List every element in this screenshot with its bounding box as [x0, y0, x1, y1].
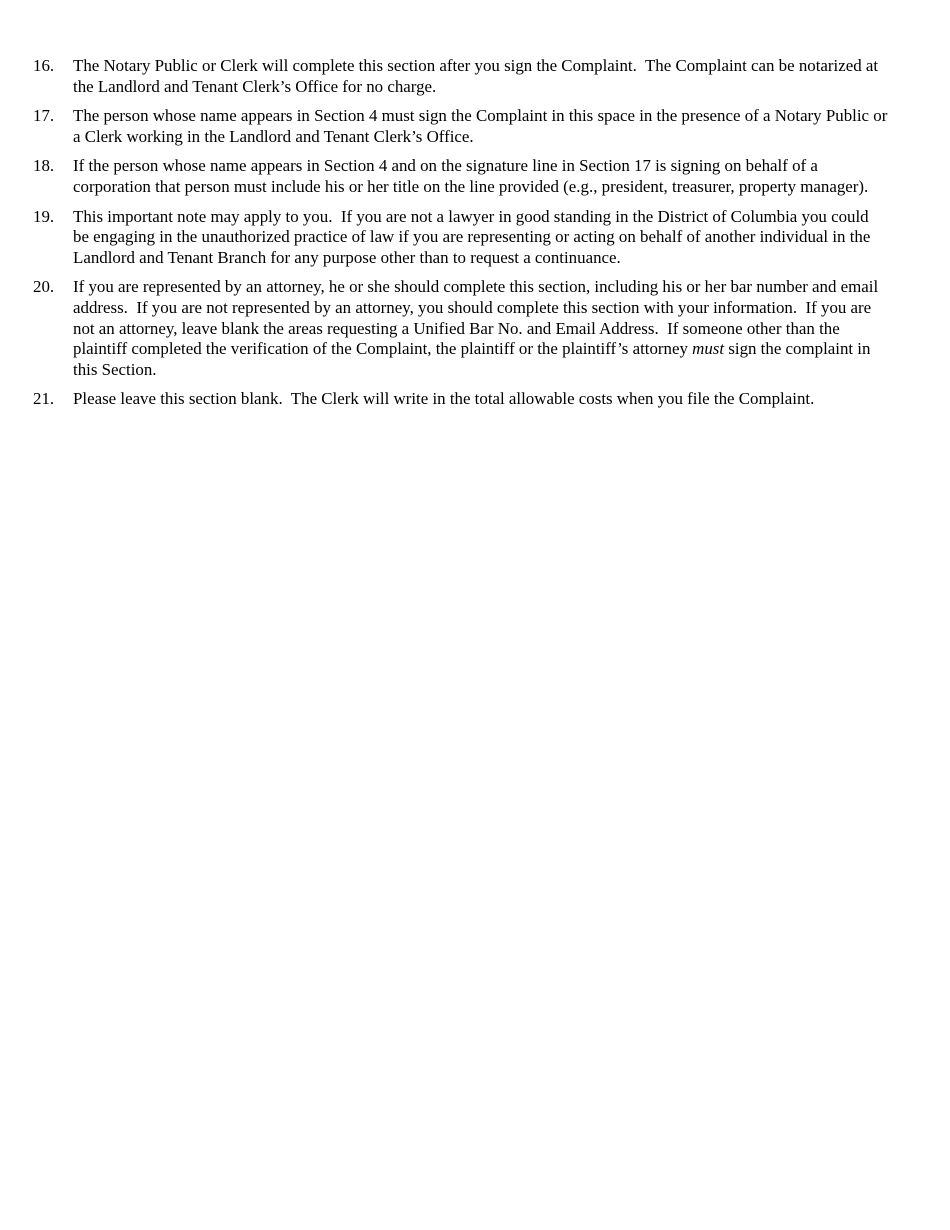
item-number: 18. [33, 156, 55, 176]
list-item [33, 277, 888, 380]
instruction-list [33, 56, 892, 419]
item-number: 17. [33, 106, 55, 126]
item-text-part: If you are represented by an attorney, he or she should complete this section, including his or her bar number and email address. If you are not represented by an attorney, you should complete this section with your information. If you are not an attorney, leave blank the areas requesting a Unified Bar No. and Email Address. If someone other than the plaintiff completed the verification of the Complaint, the plaintiff or the plaintiff’s attorney [73, 277, 883, 359]
item-number: 20. [33, 277, 55, 297]
item-text: The Notary Public or Clerk will complete this section after you sign the Complaint. The Complaint can be notarized at the Landlord and Tenant Clerk’s Office for no charge. [73, 56, 883, 96]
item-text: Please leave this section blank. The Clerk will write in the total allowable costs when you file the Complaint. [73, 389, 815, 409]
list-item [33, 56, 888, 97]
list-item [33, 389, 888, 410]
item-text-part: sign the complaint in this Section. [73, 339, 875, 379]
list-item [33, 156, 888, 197]
emphasis-text: must [692, 339, 725, 359]
item-number: 16. [33, 56, 55, 75]
item-text: This important note may apply to you. If you are not a lawyer in good standing in the District of Columbia you could be engaging in the unauthorized practice of law if you are representing or acting on behalf of another individual in the Landlord and Tenant Branch for any purpose other than to request a continuance. [73, 206, 875, 267]
list-item [33, 207, 888, 269]
item-text: The person whose name appears in Section 4 must sign the Complaint in this space in the presence of a Notary Public or a Clerk working in the Landlord and Tenant Clerk’s Office. [73, 106, 892, 146]
item-number: 19. [33, 206, 55, 226]
item-number: 21. [33, 389, 55, 409]
list-item [33, 106, 892, 147]
item-text: If the person whose name appears in Section 4 and on the signature line in Section 17 is signing on behalf of a corporation that person must include his or her title on the line provided (e.g., president, treasurer, property manager). [73, 156, 869, 196]
item-text [73, 277, 888, 380]
